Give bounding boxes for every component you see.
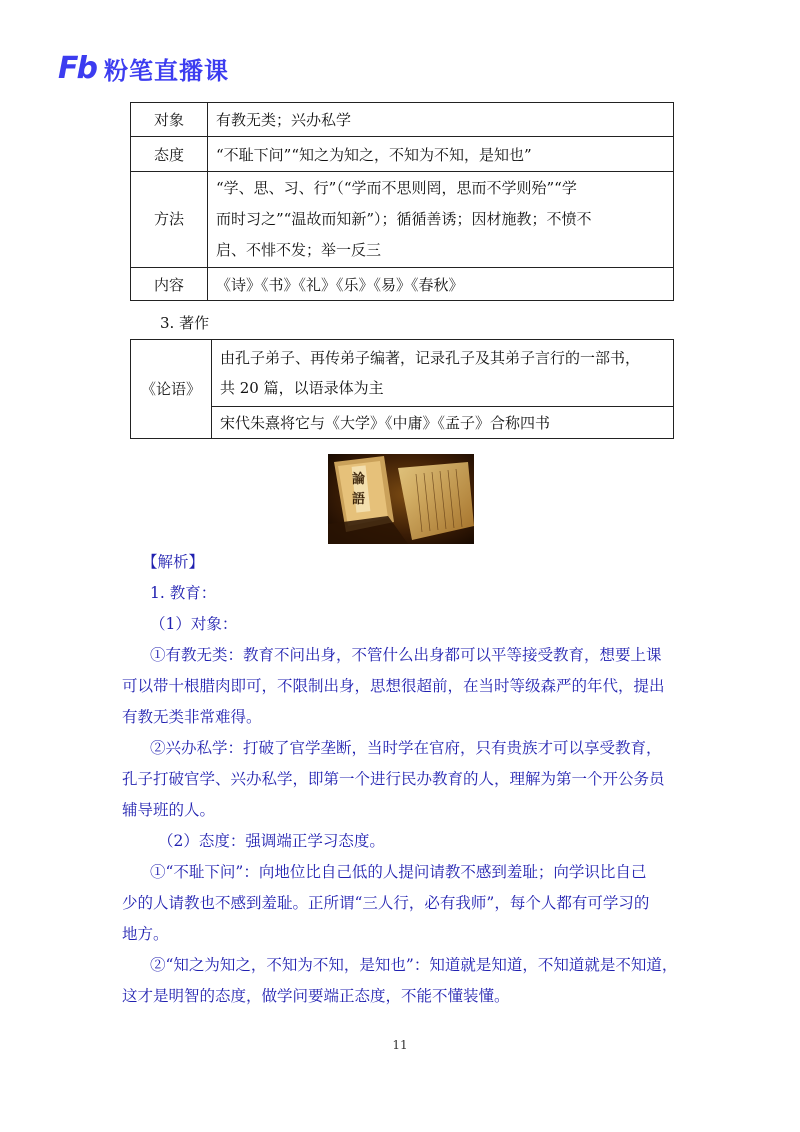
row-key: 态度	[131, 137, 208, 172]
value-line: 由孔子弟子、再传弟子编著，记录孔子及其弟子言行的一部书，	[220, 349, 641, 367]
confucius-education-table	[130, 102, 674, 301]
analysis-line: ②兴办私学：打破了官学垄断，当时学在官府，只有贵族才可以享受教育，	[150, 739, 662, 757]
row-value: 有教无类；兴办私学	[208, 103, 674, 137]
value-line: 而时习之”“温故而知新”）；循循善诱；因材施教；不愤不	[216, 210, 592, 228]
table-row	[131, 103, 674, 137]
analysis-line: ①有教无类：教育不问出身，不管什么出身都可以平等接受教育，想要上课	[150, 646, 662, 664]
analysis-line: ①“不耻下问”：向地位比自己低的人提问请教不感到羞耻；向学识比自己	[150, 863, 647, 881]
table-row	[131, 137, 674, 172]
analysis-line: （2）态度：强调端正学习态度。	[158, 832, 385, 850]
analysis-line: ②“知之为知之，不知为不知，是知也”：知道就是知道，不知道就是不知道，	[150, 956, 678, 974]
section-heading: 3. 著作	[160, 314, 210, 332]
analysis-line: 辅导班的人。	[122, 801, 216, 819]
row-value: 宋代朱熹将它与《大学》《中庸》《孟子》合称四书	[212, 407, 674, 439]
value-line: “学、思、习、行”（“学而不思则罔，思而不学则殆”“学	[216, 179, 577, 197]
book-title-char: 語	[352, 492, 366, 507]
row-value: 《诗》《书》《礼》《乐》《易》《春秋》	[208, 268, 674, 301]
fenbi-logo	[58, 50, 229, 86]
analysis-line: （1）对象：	[150, 615, 238, 633]
fb-logo-icon: Fb	[58, 50, 96, 86]
analects-book-photo	[328, 454, 474, 544]
book-title-char: 論	[352, 472, 366, 487]
row-value	[212, 340, 674, 407]
row-key: 内容	[131, 268, 208, 301]
value-line: 共 20 篇，以语录体为主	[220, 379, 384, 397]
page-number: 11	[392, 1038, 408, 1052]
value-line: 启、不悱不发；举一反三	[216, 241, 382, 259]
table-row	[131, 407, 674, 439]
analysis-line: 有教无类非常难得。	[122, 708, 262, 726]
row-value: “不耻下问”“知之为知之，不知为不知，是知也”	[208, 137, 674, 172]
analysis-section	[122, 547, 678, 1012]
row-key: 方法	[131, 172, 208, 268]
row-key: 《论语》	[131, 340, 212, 439]
analysis-line: 这才是明智的态度，做学问要端正态度，不能不懂装懂。	[122, 987, 510, 1005]
table-row	[131, 340, 674, 407]
logo-text: 粉笔直播课	[103, 56, 229, 85]
analysis-line: 可以带十根腊肉即可，不限制出身，思想很超前，在当时等级森严的年代，提出	[122, 677, 665, 695]
analysis-line: 1. 教育：	[150, 584, 217, 602]
analysis-line: 少的人请教也不感到羞耻。正所谓“三人行，必有我师”，每个人都有可学习的	[122, 894, 650, 912]
row-value	[208, 172, 674, 268]
analysis-line: 地方。	[122, 925, 169, 943]
works-table	[130, 339, 674, 439]
table-row	[131, 172, 674, 268]
analysis-heading: 【解析】	[142, 553, 205, 571]
table-row	[131, 268, 674, 301]
analysis-line: 孔子打破官学、兴办私学，即第一个进行民办教育的人，理解为第一个开公务员	[122, 770, 665, 788]
row-key: 对象	[131, 103, 208, 137]
